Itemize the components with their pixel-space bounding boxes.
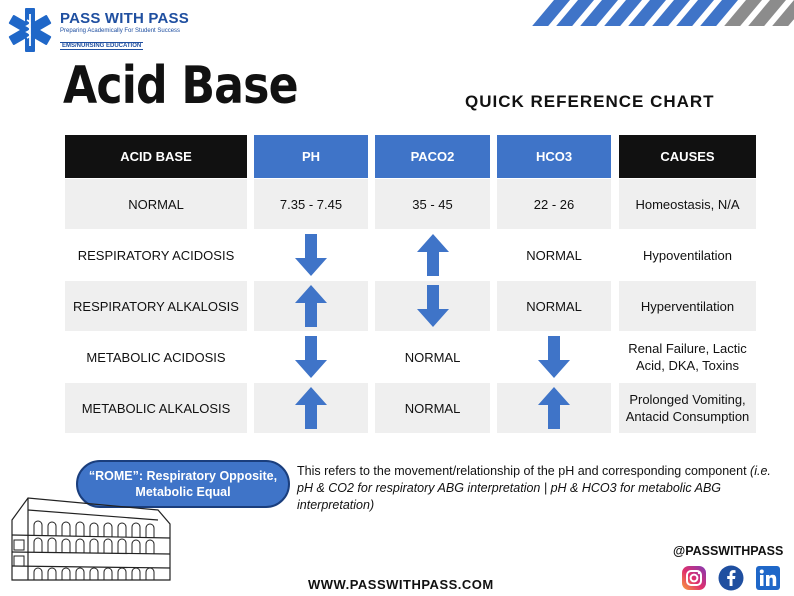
header-paco2: PACO2 xyxy=(375,135,490,178)
brand-tagline: Preparing Academically For Student Success xyxy=(60,28,181,34)
down-arrow-icon xyxy=(295,234,327,276)
header-hco3: HCO3 xyxy=(497,135,611,178)
paco2-cell xyxy=(375,230,490,280)
website-link[interactable]: WWW.PASSWITHPASS.COM xyxy=(308,577,494,592)
row-label: RESPIRATORY ALKALOSIS xyxy=(65,281,247,331)
up-arrow-icon xyxy=(417,234,449,276)
header-causes: CAUSES xyxy=(619,135,756,178)
star-of-life-logo-icon xyxy=(6,6,54,54)
hco3-cell xyxy=(497,332,611,382)
down-arrow-icon xyxy=(538,336,570,378)
down-arrow-icon xyxy=(417,285,449,327)
row-label: NORMAL xyxy=(65,179,247,229)
brand-block xyxy=(60,10,189,52)
ph-value: 7.35 - 7.45 xyxy=(254,179,368,229)
causes-value: Prolonged Vomiting, Antacid Consumption xyxy=(619,383,756,433)
up-arrow-icon xyxy=(538,387,570,429)
facebook-icon[interactable] xyxy=(718,565,744,591)
linkedin-icon[interactable] xyxy=(755,565,781,591)
decorative-stripes xyxy=(524,0,794,26)
instagram-icon[interactable] xyxy=(681,565,707,591)
rome-note xyxy=(297,463,777,514)
brand-subline: EMS/NURSING EDUCATION xyxy=(62,43,142,49)
paco2-value: 35 - 45 xyxy=(375,179,490,229)
hco3-value: NORMAL xyxy=(497,281,611,331)
header-ph: PH xyxy=(254,135,368,178)
colosseum-illustration-icon xyxy=(8,480,174,582)
hco3-value: 22 - 26 xyxy=(497,179,611,229)
page-subtitle: QUICK REFERENCE CHART xyxy=(465,92,715,111)
rome-note-italic: (i.e. pH & CO2 for respiratory ABG interpretation | pH & HCO3 for metabolic ABG interpretation) xyxy=(297,464,771,512)
row-label: METABOLIC ACIDOSIS xyxy=(86,349,226,365)
social-handle: @PASSWITHPASS xyxy=(673,544,784,558)
ph-cell xyxy=(254,281,368,331)
row-label: METABOLIC ALKALOSIS xyxy=(65,383,247,433)
rome-note-main: This refers to the movement/relationship of the pH and corresponding component xyxy=(297,464,751,478)
ph-cell xyxy=(254,332,368,382)
up-arrow-icon xyxy=(295,387,327,429)
paco2-value: NORMAL xyxy=(375,383,490,433)
brand-name: PASS WITH PASS xyxy=(60,10,189,27)
ph-cell xyxy=(254,230,368,280)
ph-cell xyxy=(254,383,368,433)
down-arrow-icon xyxy=(295,336,327,378)
causes-value: Hyperventilation xyxy=(619,281,756,331)
hco3-cell xyxy=(497,383,611,433)
page-title: Acid Base xyxy=(63,56,298,116)
paco2-cell xyxy=(375,281,490,331)
rome-pill: “ROME”: Respiratory Opposite, Metabolic Equal xyxy=(76,460,290,508)
causes-value: Renal Failure, Lactic Acid, DKA, Toxins xyxy=(628,341,747,373)
paco2-value: NORMAL xyxy=(404,349,461,365)
up-arrow-icon xyxy=(295,285,327,327)
causes-value: Homeostasis, N/A xyxy=(619,179,756,229)
row-label: RESPIRATORY ACIDOSIS xyxy=(77,247,235,263)
causes-value: Hypoventilation xyxy=(643,247,732,263)
hco3-value: NORMAL xyxy=(526,247,582,263)
header-acid-base: ACID BASE xyxy=(65,135,247,178)
